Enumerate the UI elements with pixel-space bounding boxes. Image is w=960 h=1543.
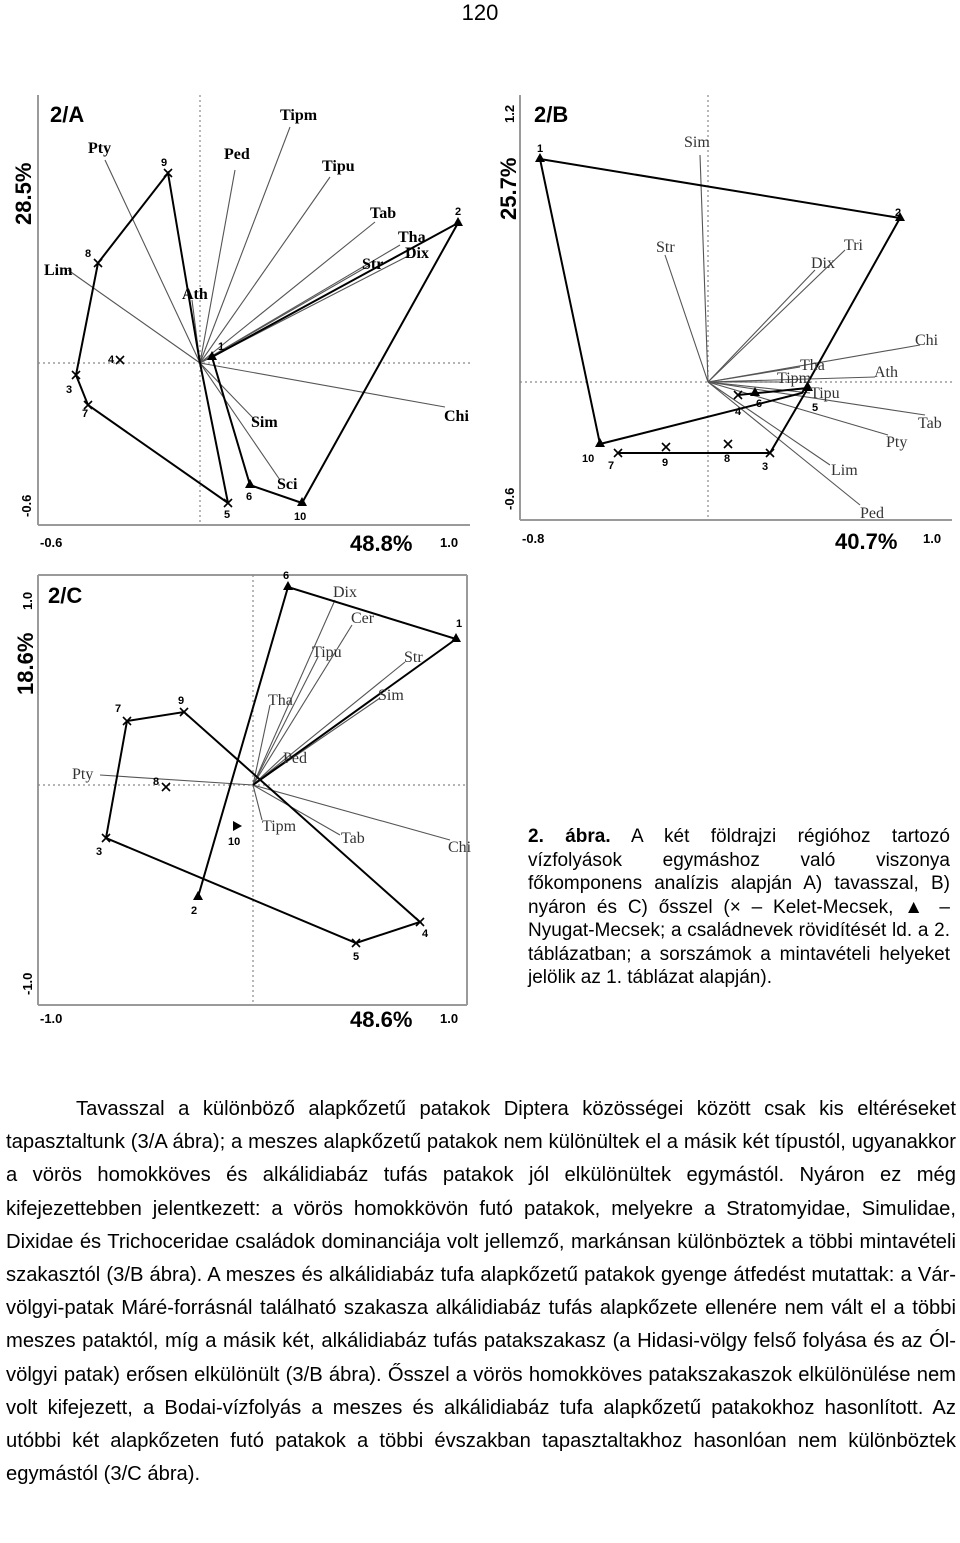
x-max-label: 1.0 (440, 1011, 459, 1026)
site-label-3: 3 (66, 384, 73, 396)
site-label-4: 4 (735, 406, 742, 418)
site-label-1: 1 (218, 341, 225, 353)
site-9-cross (662, 443, 670, 451)
figure-2b (490, 85, 960, 565)
site-label-10: 10 (228, 836, 241, 848)
site-label-5: 5 (353, 951, 360, 963)
y-percent-label: 25.7% (496, 157, 521, 220)
site-label-8: 8 (153, 776, 160, 788)
vector-label-tha: Tha (268, 692, 293, 709)
site-label-9: 9 (161, 157, 168, 169)
site-markers (535, 153, 908, 457)
vector-label-pty: Pty (88, 140, 112, 157)
y-min-label: -0.6 (19, 494, 34, 517)
caption-label: 2. ábra. (528, 826, 611, 847)
y-min-label: -1.0 (20, 972, 35, 995)
vector-label-tipu: Tipu (810, 385, 840, 402)
site-label-5: 5 (224, 509, 231, 521)
vector-tipu (200, 177, 330, 363)
vector-dix (708, 270, 815, 382)
vector-str (665, 255, 708, 382)
vector-label-sci: Sci (277, 476, 298, 493)
vector-label-tipm: Tipm (262, 818, 297, 835)
site-label-9: 9 (178, 695, 185, 707)
x-min-label: -0.8 (522, 531, 545, 546)
site-6-triangle (245, 479, 255, 488)
vector-label-pty: Pty (886, 434, 908, 451)
site-label-6: 6 (246, 491, 253, 503)
x-max-label: 1.0 (923, 531, 942, 546)
vector-sim (700, 155, 708, 382)
site-2-triangle (453, 217, 463, 226)
vector-str (253, 662, 405, 785)
site-8-cross (724, 440, 732, 448)
y-percent-label: 28.5% (11, 162, 36, 225)
vector-tipm (253, 785, 262, 820)
body-text (6, 1093, 956, 1491)
page-number: 120 (461, 0, 499, 25)
site-label-8: 8 (85, 248, 92, 260)
vector-label-chi: Chi (448, 839, 472, 856)
site-label-6: 6 (283, 570, 290, 582)
vector-label-lim: Lim (831, 462, 858, 479)
vector-tab (200, 222, 375, 363)
site-label-3: 3 (762, 461, 769, 473)
vector-label-dix: Dix (333, 584, 357, 601)
vector-label-dix: Dix (811, 255, 835, 272)
vector-label-tab: Tab (918, 415, 942, 432)
vector-label-chi: Chi (444, 408, 469, 425)
y-max-label: 1.2 (502, 104, 517, 123)
vector-label-tri: Tri (844, 237, 863, 254)
y-max-label: 1.0 (20, 591, 35, 610)
vector-pty (105, 160, 200, 363)
site-label-1: 1 (537, 143, 544, 155)
x-min-label: -0.6 (40, 535, 63, 550)
site-label-10: 10 (582, 453, 595, 465)
vector-label-lim: Lim (44, 262, 73, 279)
x-min-label: -1.0 (40, 1011, 63, 1026)
site-label-5: 5 (812, 402, 819, 414)
vector-label-ped: Ped (283, 750, 307, 767)
caption-text: A két földrajzi régióhoz tartozó vízfolyások egymáshoz való viszonya főkomponens analízis alapján A) tavasszal, B) nyáron és C) ősszel (× – Kelet-Mecsek, ▲ – Nyugat-Mecsek; a családnevek rövidítését ld. a 2. táblázatban; a sorszámok a mintavételi helyeket jelölik az 1. táblázat alapján). (528, 826, 950, 988)
site-label-2: 2 (455, 206, 462, 218)
vector-label-chi: Chi (915, 332, 939, 349)
vector-label-sim: Sim (684, 134, 710, 151)
x-percent-label: 48.6% (350, 1007, 413, 1032)
hull-nyugat-mecsek (540, 159, 900, 444)
vector-label-tab: Tab (370, 205, 397, 222)
site-label-10: 10 (294, 511, 307, 523)
figure-caption (528, 825, 950, 990)
vector-label-tha: Tha (800, 357, 825, 374)
vector-lines (100, 600, 450, 840)
site-label-4: 4 (108, 354, 115, 366)
site-label-8: 8 (724, 453, 731, 465)
site-label-7: 7 (115, 703, 122, 715)
vector-str (200, 265, 370, 363)
body-paragraph: Tavasszal a különböző alapkőzetű patakok Diptera közösségei között csak kis eltéréseket tapasztaltunk (3/A ábra); a meszes alapkőzetű patakok nem különültek el a másik két típustól, ugyanakkor a vörös homokköves és alkálidiabáz tufás patakok jól elkülönültek egymástól. Nyáron ez még kifejezettebben jelentkezett: a vörös homokkövön futó patakok, melyekre a Stratomyidae, Simulidae, Dixidae és Trichoceridae családok dominanciája volt jellemző, markánsan különböztek a többi mintavételi szakasztól (3/B ábra). A meszes és alkálidiabáz tufa alapkőzetű patakok gyenge átfedést mutattak: a Vár-völgyi-patak Máré-forrásnál található szakasza alkálidiabáz tufás alapkőzete ellenére nem vált el a többi meszes pataktól, míg a másik két, alkálidiabáz tufás patakszakasz (a Hidasi-völgy felső folyása és az Ól-völgyi patak) erősen elkülönült (3/B ábra). Ősszel a vörös homokköves patakszakaszok elkülönülése nem volt kifejezett, a Bodai-vízfolyás a meszes és alkálidiabáz tufa alapkőzetű patakokhoz hasonlított. Az utóbbi két alapkőzeten futó patakok a többi évszakban tapasztaltakhoz hasonlóan nem különböztek egymástól (3/C ábra). (6, 1098, 956, 1486)
vector-label-ath: Ath (182, 286, 208, 303)
vector-label-ped: Ped (224, 146, 250, 163)
site-label-6: 6 (756, 398, 763, 410)
x-max-label: 1.0 (440, 535, 459, 550)
site-label-7: 7 (608, 460, 615, 472)
panel-label: 2/A (50, 102, 85, 127)
panel-label: 2/B (534, 102, 569, 127)
x-percent-label: 40.7% (835, 529, 898, 554)
vector-label-str: Str (404, 649, 423, 666)
figure-2a (0, 85, 480, 565)
vector-label-pty: Pty (72, 766, 94, 783)
vector-label-sim: Sim (251, 414, 278, 431)
vector-label-tab: Tab (341, 830, 365, 847)
vector-label-sim: Sim (378, 687, 404, 704)
x-percent-label: 48.8% (350, 531, 413, 556)
site-label-1: 1 (456, 618, 463, 630)
site-label-2: 2 (895, 207, 902, 219)
vector-label-tipm: Tipm (280, 107, 318, 124)
vector-label-dix: Dix (405, 245, 429, 262)
site-2-triangle (193, 891, 203, 900)
y-min-label: -0.6 (502, 487, 517, 510)
vector-label-tha: Tha (398, 229, 426, 246)
hull-nyugat-mecsek (198, 587, 456, 897)
site-label-4: 4 (422, 928, 429, 940)
vector-ped (200, 170, 235, 363)
site-8-cross (162, 783, 170, 791)
site-label-9: 9 (662, 457, 669, 469)
vector-label-ath: Ath (874, 364, 898, 381)
figure-2c (0, 565, 480, 1040)
vector-label-tipu: Tipu (322, 158, 355, 175)
panel-label: 2/C (48, 583, 83, 608)
vector-label-str: Str (362, 256, 384, 273)
vector-label-tipu: Tipu (312, 644, 342, 661)
vector-label-tipm: Tipm (777, 370, 812, 387)
vector-label-ped: Ped (860, 505, 884, 522)
site-label-3: 3 (96, 846, 103, 858)
site-10-triangle (233, 821, 242, 831)
hull-kelet-mecsek (76, 173, 228, 503)
site-label-2: 2 (191, 905, 198, 917)
site-label-7: 7 (82, 408, 89, 420)
vector-label-str: Str (656, 239, 675, 256)
vector-label-cer: Cer (351, 610, 375, 627)
site-6-triangle (283, 581, 293, 590)
y-percent-label: 18.6% (13, 632, 38, 695)
